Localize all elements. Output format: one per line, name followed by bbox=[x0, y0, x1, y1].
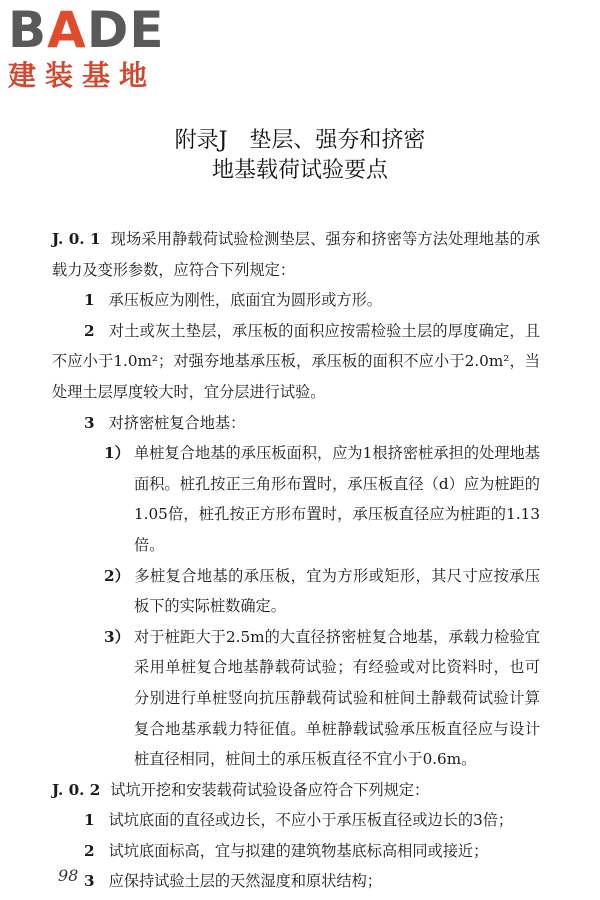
page-number: 98 bbox=[58, 866, 79, 885]
sub-item-text: 单桩复合地基的承压板面积，应为1根挤密桩承担的处理地基面积。桩孔按正三角形布置时，承压板直径（d）应为桩距的1.05倍，桩孔按正方形布置时，承压板直径应为桩距的1.13倍。 bbox=[134, 444, 540, 554]
sub-item-text: 对于桩距大于2.5m的大直径挤密桩复合地基，承载力检验宜采用单桩复合地基静载荷试验；有经验或对比资料时，也可分别进行单桩竖向抗压静载荷试验和桩间土静载荷试验计算复合地基承载力特征值。单桩静载试验承压板直径应与设计桩直径相同，桩间土的承压板直径不宜小于0.6m。 bbox=[134, 627, 540, 769]
logo-subtitle: 建装基地 bbox=[8, 59, 157, 92]
sub-item-number: 1） bbox=[104, 444, 130, 463]
title-line-1: 附录J 垫层、强夯和挤密 bbox=[174, 128, 426, 153]
item-text: 应保持试验土层的天然湿度和原状结构； bbox=[108, 872, 382, 891]
clause-item bbox=[52, 408, 540, 439]
item-text: 试坑底面标高，宜与拟建的建筑物基底标高相同或接近； bbox=[108, 841, 489, 860]
item-number: 3 bbox=[84, 413, 95, 432]
clause-item bbox=[52, 285, 540, 316]
item-number: 2 bbox=[84, 841, 95, 860]
page-title bbox=[0, 126, 600, 186]
logo-brand: BADE bbox=[8, 1, 165, 59]
item-number: 2 bbox=[84, 321, 95, 340]
sub-item bbox=[82, 561, 540, 622]
sub-item-number: 2） bbox=[104, 566, 130, 585]
clause-j02 bbox=[52, 775, 540, 806]
item-text: 承压板应为刚性，底面宜为圆形或方形。 bbox=[108, 291, 382, 310]
document-body bbox=[52, 224, 540, 897]
sub-item bbox=[82, 438, 540, 560]
logo bbox=[8, 1, 183, 94]
sub-item-number: 3） bbox=[104, 627, 130, 646]
item-text: 对挤密桩复合地基： bbox=[108, 413, 246, 432]
item-number: 1 bbox=[84, 811, 95, 830]
clause-j01 bbox=[52, 224, 540, 285]
clause-text: 现场采用静载荷试验检测垫层、强夯和挤密等方法处理地基的承载力及变形参数，应符合下列规定： bbox=[52, 230, 540, 279]
sub-item bbox=[82, 622, 540, 775]
clause-text: 试坑开挖和安装载荷试验设备应符合下列规定： bbox=[110, 780, 430, 799]
clause-item bbox=[52, 866, 540, 897]
clause-number: J. 0. 1 bbox=[52, 230, 101, 248]
item-text: 试坑底面的直径或边长，不应小于承压板直径或边长的3倍； bbox=[108, 811, 514, 830]
item-text: 对土或灰土垫层，承压板的面积应按需检验土层的厚度确定，且不应小于1.0m²；对强夯地基承压板，承压板的面积不应小于2.0m²，当处理土层厚度较大时，宜分层进行试验。 bbox=[52, 321, 540, 401]
clause-item bbox=[52, 836, 540, 867]
item-number: 3 bbox=[84, 872, 95, 891]
item-number: 1 bbox=[84, 291, 95, 310]
title-line-2: 地基载荷试验要点 bbox=[211, 158, 388, 183]
clause-item bbox=[52, 316, 540, 408]
sub-item-text: 多桩复合地基的承压板，宜为方形或矩形，其尺寸应按承压板下的实际桩数确定。 bbox=[134, 566, 540, 616]
clause-number: J. 0. 2 bbox=[52, 780, 101, 799]
clause-item bbox=[52, 805, 540, 836]
